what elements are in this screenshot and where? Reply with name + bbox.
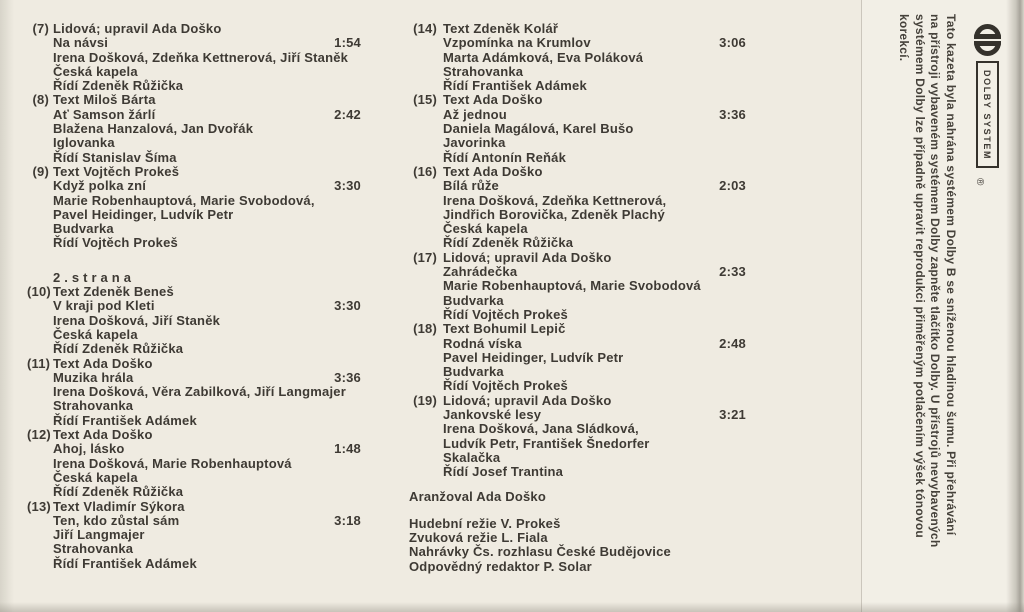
track-number: (10) [27, 284, 51, 300]
track-performers-line: Řídí František Adámek [443, 78, 587, 94]
dolby-d-right [975, 41, 1002, 56]
track-performers-line: Strahovanka [443, 63, 524, 79]
track-title: Vzpomínka na Krumlov [443, 35, 591, 51]
track-time: 3:18 [334, 512, 361, 528]
track-title-row [53, 514, 361, 528]
arranger-line: Aranžoval Ada Doško [409, 488, 546, 504]
track-performers-line: Marie Robenhauptová, Marie Svobodová [443, 278, 701, 294]
track-entry [409, 322, 746, 393]
track-credit: Text Miloš Bárta [53, 92, 156, 108]
track-performers-line: Budvarka [53, 221, 114, 237]
card-bottom-edge [0, 602, 1024, 612]
track-performers-line: Jindřich Borovička, Zdeněk Plachý [443, 206, 665, 222]
track-credit: Text Vojtěch Prokeš [53, 163, 180, 179]
track-performers-line: Pavel Heidinger, Ludvík Petr [53, 206, 234, 222]
dolby-system-label: DOLBY SYSTEM [977, 61, 1000, 168]
track-performers-line: Skalačka [443, 449, 501, 465]
track-credit: Lidová; upravil Ada Doško [53, 21, 222, 36]
track-entry [409, 165, 746, 251]
track-number: (9) [32, 163, 49, 179]
track-time: 2:03 [719, 178, 746, 194]
track-title: V kraji pod Kleti [53, 298, 155, 314]
track-title: Muzika hrála [53, 369, 134, 385]
track-performers-line: Jiří Langmajer [53, 527, 145, 543]
track-title-row [443, 408, 746, 422]
track-performers-line: Řídí Stanislav Šíma [53, 149, 177, 165]
track-performers-line: Řídí Antonín Reňák [443, 149, 567, 165]
track-title-row [53, 108, 361, 122]
dolby-note [896, 14, 958, 594]
track-performers-line: Irena Došková, Jiří Staněk [53, 312, 221, 328]
track-performers-line: Javorinka [443, 135, 506, 151]
track-title: Když polka zní [53, 178, 147, 194]
fold-crease [861, 0, 862, 612]
track-time: 3:30 [334, 178, 361, 194]
spacer [409, 480, 746, 490]
track-number: (17) [413, 249, 437, 265]
dolby-note-line: Tato kazeta byla nahrána systémem Dolby B se sníženou hladinou šumu. Při přehrávání [944, 14, 958, 536]
tracklist-column-1 [27, 22, 361, 571]
track-credit: Text Zdeněk Beneš [53, 284, 174, 300]
spacer [409, 504, 746, 517]
track-title-row [53, 442, 361, 456]
track-credit: Text Ada Doško [53, 427, 153, 443]
track-performers-line: Řídí Vojtěch Prokeš [443, 306, 568, 322]
track-title: Na návsi [53, 35, 109, 51]
track-number: (7) [32, 21, 49, 36]
track-performers-line: Řídí Zdeněk Růžička [53, 484, 184, 500]
track-title: Bílá růže [443, 178, 499, 194]
track-performers-line: Strahovanka [53, 541, 134, 557]
track-body [443, 93, 746, 164]
track-body [443, 251, 746, 322]
track-credit: Text Ada Doško [53, 355, 153, 371]
track-performers-line: Strahovanka [53, 398, 134, 414]
track-title-row [443, 265, 746, 279]
track-credit: Text Ada Doško [443, 92, 543, 108]
registered-trademark-icon: ® [974, 178, 985, 186]
dolby-note-line: systémem Dolby lze případně upravit reprodukci přiměřeným potlačením výšek tónovou [912, 14, 927, 538]
track-number: (12) [27, 427, 51, 443]
track-title: Rodná víska [443, 335, 522, 351]
credits-line: Odpovědný redaktor P. Solar [409, 558, 592, 574]
track-performers-line: Řídí Josef Trantina [443, 464, 564, 480]
track-body [53, 93, 361, 164]
track-time: 3:30 [334, 298, 361, 314]
side-2-heading: 2 . s t r a n a [53, 269, 132, 285]
track-performers-line: Irena Došková, Zdeňka Kettnerová, [443, 192, 667, 208]
tracklist-column-2 [409, 22, 746, 574]
track-title: Ahoj, lásko [53, 441, 125, 457]
track-performers-line: Budvarka [443, 364, 504, 380]
track-entry [27, 285, 361, 356]
track-performers-line: Řídí František Adámek [53, 555, 197, 571]
credits-line: Nahrávky Čs. rozhlasu České Budějovice [409, 544, 671, 560]
track-title: Až jednou [443, 106, 507, 122]
track-time: 3:36 [719, 106, 746, 122]
track-performers-line: Řídí Zdeněk Růžička [443, 235, 574, 251]
track-entry [409, 251, 746, 322]
track-performers-line: Blažena Hanzalová, Jan Dvořák [53, 121, 254, 137]
track-title: Ať Samson žárlí [53, 106, 156, 122]
track-performers-line: Řídí Vojtěch Prokeš [443, 378, 568, 394]
track-title-row [443, 337, 746, 351]
track-number: (19) [413, 392, 437, 408]
track-credit: Text Ada Doško [443, 163, 543, 179]
track-entry [27, 357, 361, 428]
dolby-d-left [975, 24, 1002, 39]
track-number: (13) [27, 498, 51, 514]
track-credit: Lidová; upravil Ada Doško [443, 249, 612, 265]
spacer [27, 251, 361, 271]
track-performers-line: Řídí Vojtěch Prokeš [53, 235, 178, 251]
track-time: 2:33 [719, 264, 746, 280]
track-performers-line: Budvarka [443, 292, 504, 308]
track-performers-line: Pavel Heidinger, Ludvík Petr [443, 349, 624, 365]
dolby-logo [974, 24, 1002, 594]
track-title-row [53, 371, 361, 385]
track-performers-line: Irena Došková, Jana Sládková, [443, 421, 639, 437]
track-title: Ten, kdo zůstal sám [53, 512, 180, 528]
track-body [53, 357, 361, 428]
track-entry [27, 428, 361, 499]
track-title-row [443, 36, 746, 50]
track-credit: Text Vladimír Sýkora [53, 498, 185, 514]
track-performers-line: Marie Robenhauptová, Marie Svobodová, [53, 192, 315, 208]
track-performers-line: Daniela Magálová, Karel Bušo [443, 121, 634, 137]
card-right-edge [1006, 0, 1024, 612]
track-performers-line: Irena Došková, Věra Zabilková, Jiří Langmajer [53, 384, 346, 400]
track-body [443, 394, 746, 480]
track-performers-line: Marta Adámková, Eva Poláková [443, 49, 644, 65]
credits-line: Zvuková režie L. Fiala [409, 530, 548, 546]
track-credit: Text Zdeněk Kolář [443, 21, 559, 36]
card-left-edge [0, 0, 14, 612]
track-time: 1:54 [334, 35, 361, 51]
track-time: 2:42 [334, 106, 361, 122]
track-performers-line: Řídí Zdeněk Růžička [53, 341, 184, 357]
track-title-row [443, 179, 746, 193]
track-performers-line: Řídí František Adámek [53, 412, 197, 428]
track-entry [27, 500, 361, 571]
track-title-row [443, 108, 746, 122]
track-entry [409, 394, 746, 480]
track-body [53, 500, 361, 571]
track-time: 1:48 [334, 441, 361, 457]
track-performers-line: Irena Došková, Zdeňka Kettnerová, Jiří Staněk [53, 49, 349, 65]
track-performers-line: Česká kapela [53, 63, 138, 79]
track-title-row [53, 299, 361, 313]
track-time: 3:06 [719, 35, 746, 51]
track-title: Jankovské lesy [443, 407, 542, 423]
dolby-note-line: korekcí. [897, 14, 912, 62]
track-body [443, 22, 746, 93]
track-entry [27, 165, 361, 251]
track-number: (15) [413, 92, 437, 108]
track-performers-line: Česká kapela [443, 221, 528, 237]
track-credit: Lidová; upravil Ada Doško [443, 392, 612, 408]
track-title-row [53, 36, 361, 50]
track-title: Zahrádečka [443, 264, 518, 280]
track-body [443, 165, 746, 251]
track-title-row [53, 179, 361, 193]
track-body [53, 22, 361, 93]
track-number: (11) [27, 355, 51, 371]
track-time: 3:36 [334, 369, 361, 385]
track-performers-line: Iglovanka [53, 135, 115, 151]
credits-line: Hudební režie V. Prokeš [409, 515, 561, 531]
track-entry [27, 22, 361, 93]
spine-panel [878, 14, 1008, 594]
track-number: (18) [413, 321, 437, 337]
track-body [53, 428, 361, 499]
track-number: (16) [413, 163, 437, 179]
track-body [443, 322, 746, 393]
track-performers-line: Česká kapela [53, 326, 138, 342]
track-performers-line: Řídí Zdeněk Růžička [53, 78, 184, 94]
track-number: (14) [413, 21, 437, 36]
track-number: (8) [32, 92, 49, 108]
dolby-note-line: na přístroji vybaveném systémem Dolby zapněte tlačítko Dolby. U přístrojů nevybavených [928, 14, 943, 548]
track-performers-line: Ludvík Petr, František Šnedorfer [443, 435, 650, 451]
track-credit: Text Bohumil Lepič [443, 321, 566, 337]
track-entry [409, 93, 746, 164]
track-time: 2:48 [719, 335, 746, 351]
track-time: 3:21 [719, 407, 746, 423]
track-body [53, 285, 361, 356]
track-entry [409, 22, 746, 93]
track-performers-line: Irena Došková, Marie Robenhauptová [53, 455, 292, 471]
track-entry [27, 93, 361, 164]
track-body [53, 165, 361, 251]
track-performers-line: Česká kapela [53, 469, 138, 485]
dolby-double-d-icon [975, 24, 1002, 56]
